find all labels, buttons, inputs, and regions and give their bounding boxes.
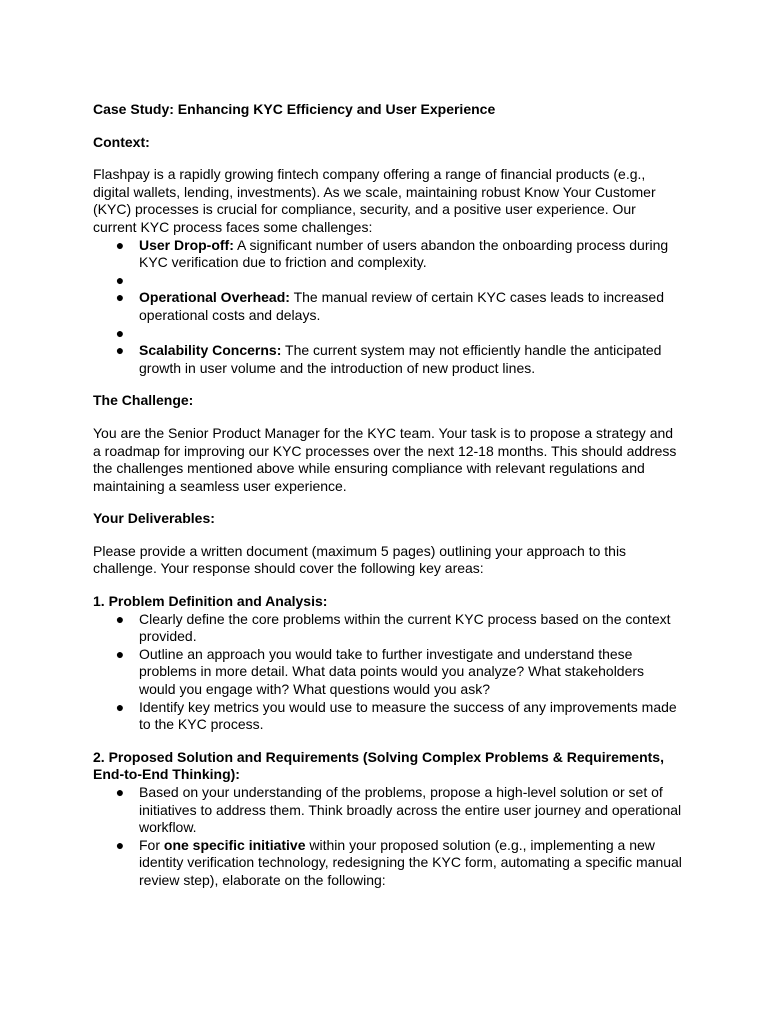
list-item bbox=[93, 289, 683, 324]
context-paragraph: Flashpay is a rapidly growing fintech company offering a range of financial products (e.g., digital wallets, lending, investments). As we scale, maintaining robust Know Your Customer (KYC) processes is crucial for compliance, security, and a positive user experience. Our current KYC process faces some challenges: bbox=[93, 166, 656, 235]
context-heading: Context: bbox=[93, 133, 150, 150]
bullet-glyph: ● bbox=[115, 836, 125, 853]
list-item bbox=[93, 646, 683, 699]
list-item bbox=[93, 784, 683, 837]
section1-list bbox=[93, 611, 683, 734]
bullet-glyph: ● bbox=[115, 645, 125, 662]
bullet-glyph: ● bbox=[115, 289, 125, 306]
bullet-text: A significant number of users abandon the onboarding process during KYC verification due to friction and complexity. bbox=[139, 236, 669, 271]
document-title: Case Study: Enhancing KYC Efficiency and User Experience bbox=[93, 101, 496, 117]
bullet-glyph: ● bbox=[115, 698, 125, 715]
bullet-text-pre: For bbox=[139, 836, 164, 853]
list-item bbox=[93, 699, 683, 734]
deliverables-paragraph: Please provide a written document (maximum 5 pages) outlining your approach to this challenge. Your response should cover the following key areas: bbox=[93, 542, 627, 577]
list-item bbox=[93, 342, 683, 377]
bullet-text: The current system may not efficiently handle the anticipated growth in user volume and the introduction of new product lines. bbox=[139, 342, 662, 376]
challenge-heading: The Challenge: bbox=[93, 392, 194, 409]
bullet-glyph: ● bbox=[115, 236, 125, 253]
bullet-text: Clearly define the core problems within the current KYC process based on the context provided. bbox=[139, 610, 671, 645]
bullet-text: The manual review of certain KYC cases leads to increased operational costs and delays. bbox=[139, 289, 664, 323]
bullet-bold-label: User Drop-off: bbox=[139, 236, 234, 253]
section2-list bbox=[93, 784, 683, 890]
bullet-text: Based on your understanding of the problems, propose a high-level solution or set of initiatives to address them. Think broadly across the entire user journey and operational workflow. bbox=[139, 784, 682, 836]
bullet-bold-label: Scalability Concerns: bbox=[139, 342, 282, 359]
bullet-glyph: ● bbox=[115, 324, 125, 341]
bullet-glyph: ● bbox=[115, 784, 125, 800]
bullet-glyph: ● bbox=[115, 610, 125, 627]
challenge-paragraph: You are the Senior Product Manager for the KYC team. Your task is to propose a strategy and a roadmap for improving our KYC processes over the next 12-18 months. This should address the challenges mentioned above while ensuring compliance with relevant regulations and maintaining a seamless user experience. bbox=[93, 424, 677, 494]
bullet-bold-label: Operational Overhead: bbox=[139, 289, 290, 306]
bullet-text: Identify key metrics you would use to measure the success of any improvements made to the KYC process. bbox=[139, 698, 677, 733]
list-item bbox=[93, 837, 683, 890]
deliverables-heading: Your Deliverables: bbox=[93, 510, 215, 527]
challenges-list bbox=[93, 237, 683, 378]
section1-heading: 1. Problem Definition and Analysis: bbox=[93, 593, 328, 610]
list-item-empty bbox=[93, 272, 683, 290]
list-item bbox=[93, 611, 683, 646]
list-item bbox=[93, 237, 683, 272]
bullet-glyph: ● bbox=[115, 342, 125, 359]
bullet-text-post: within your proposed solution (e.g., implementing a new identity verification technology, redesigning the KYC form, automating a specific manual review step), elaborate on the following: bbox=[139, 836, 682, 888]
document-content bbox=[93, 101, 683, 890]
bullet-glyph: ● bbox=[115, 271, 125, 288]
section2-heading: 2. Proposed Solution and Requirements (Solving Complex Problems & Requirements, End-to-End Thinking): bbox=[93, 748, 664, 783]
list-item-empty bbox=[93, 325, 683, 343]
bullet-text: Outline an approach you would take to further investigate and understand these problems in more detail. What data points would you analyze? What stakeholders would you engage with? What questions would you ask? bbox=[139, 645, 645, 698]
bullet-bold-phrase: one specific initiative bbox=[163, 836, 306, 853]
